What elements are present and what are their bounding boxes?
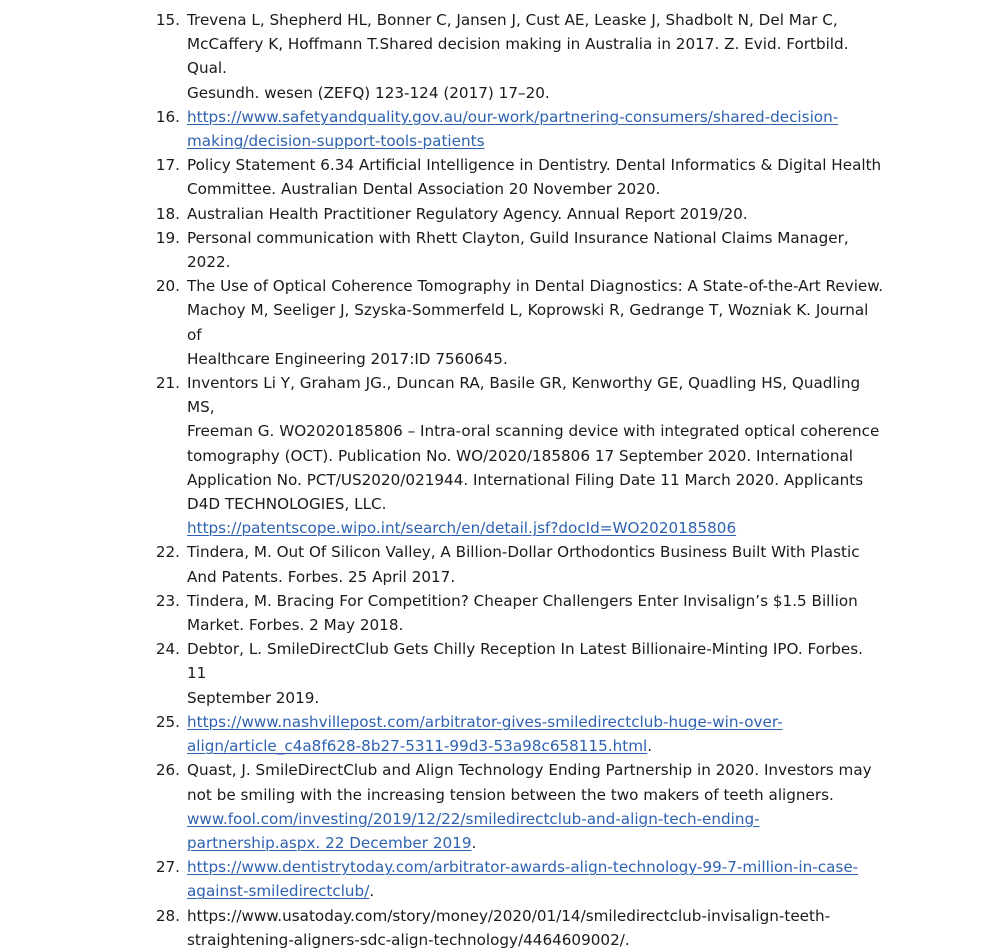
- reference-item: [142, 8, 887, 105]
- reference-citation: Tindera, M. Out Of Silicon Valley, A Billion-Dollar Orthodontics Business Built With Plastic And Patents. Forbes. 25 April 2017.: [187, 543, 860, 586]
- reference-text: [180, 105, 887, 153]
- reference-item: [142, 637, 887, 710]
- reference-text: [180, 904, 887, 952]
- reference-number: 23 .: [142, 589, 180, 613]
- reference-item: [142, 904, 887, 952]
- reference-text: [180, 371, 887, 540]
- reference-link[interactable]: https://www.dentistrytoday.com/arbitrator-awards-align-technology-99-7-million-in-case- against-smiledirectclub/: [187, 858, 859, 901]
- reference-item: [142, 371, 887, 540]
- reference-text: [180, 589, 887, 637]
- reference-number: 27 .: [142, 855, 180, 879]
- reference-text: [180, 202, 887, 226]
- reference-number: 24 .: [142, 637, 180, 661]
- reference-citation: Inventors Li Y, Graham JG., Duncan RA, Basile GR, Kenworthy GE, Quadling HS, Quadling MS, Freeman G. WO2020185806 – Intra-oral scanning device with integrated optical coherence tomography (OCT). Publication No. WO/2020/185806 17 September 2020. International Application No. PCT/US2020/021944. International Filing Date 11 March 2020. Applicants D4D TECHNOLOGIES, LLC.: [187, 374, 880, 514]
- reference-citation: Personal communication with Rhett Clayton, Guild Insurance National Claims Manager, 2022.: [187, 228, 849, 272]
- reference-citation: Trevena L, Shepherd HL, Bonner C, Jansen J, Cust AE, Leaske J, Shadbolt N, Del Mar C, McCaffery K, Hoffmann T.Shared decision making in Australia in 2017. Z. Evid. Fortbild. Qual. Gesundh. wesen (ZEFQ) 123-124 (2017) 17–20.: [187, 11, 849, 102]
- reference-list: [142, 8, 887, 952]
- reference-number: 19 .: [142, 226, 180, 250]
- reference-text: [180, 855, 887, 903]
- reference-item: [142, 855, 887, 903]
- reference-text: [180, 637, 887, 710]
- reference-text: [180, 274, 887, 371]
- reference-text: [180, 153, 887, 201]
- reference-citation: Quast, J. SmileDirectClub and Align Technology Ending Partnership in 2020. Investors may not be smiling with the increasing tension between the two makers of teeth aligners.: [187, 761, 872, 804]
- reference-link[interactable]: https://www.safetyandquality.gov.au/our-work/partnering-consumers/shared-decision- making/decision-support-tools-patients: [187, 107, 839, 151]
- reference-number: 18 .: [142, 202, 180, 226]
- reference-citation: The Use of Optical Coherence Tomography in Dental Diagnostics: A State-of-the-Art Review. Machoy M, Seeliger J, Szyska-Sommerfeld L, Koprowski R, Gedrange T, Wozniak K. Journal of Healthcare Engineering 2017:ID 7560645.: [187, 277, 884, 368]
- reference-link[interactable]: www.fool.com/investing/2019/12/22/smiledirectclub-and-align-tech-ending- partnership.aspx. 22 December 2019: [187, 809, 760, 852]
- reference-number: 15 .: [142, 8, 180, 32]
- reference-item: [142, 153, 887, 201]
- reference-number: 22 .: [142, 540, 180, 564]
- reference-citation: .: [471, 833, 477, 852]
- reference-link[interactable]: https://patentscope.wipo.int/search/en/detail.jsf?docId=WO2020185806: [187, 519, 737, 538]
- reference-citation: Australian Health Practitioner Regulatory Agency. Annual Report 2019/20.: [187, 204, 748, 223]
- reference-text: [180, 758, 887, 855]
- reference-item: [142, 274, 887, 371]
- reference-citation: .: [369, 882, 375, 901]
- reference-citation: Policy Statement 6.34 Artificial Intelligence in Dentistry. Dental Informatics & Digital Health Committee. Australian Dental Association 20 November 2020.: [187, 156, 882, 199]
- reference-item: [142, 589, 887, 637]
- reference-citation: Debtor, L. SmileDirectClub Gets Chilly Reception In Latest Billionaire-Minting IPO. Forbes. 11 September 2019.: [187, 640, 864, 707]
- reference-item: [142, 540, 887, 588]
- reference-item: [142, 758, 887, 855]
- reference-number: 25 .: [142, 710, 180, 734]
- reference-number: 26 .: [142, 758, 180, 782]
- reference-citation: Tindera, M. Bracing For Competition? Cheaper Challengers Enter Invisalign’s $1.5 Billion Market. Forbes. 2 May 2018.: [187, 591, 858, 635]
- reference-text: [180, 540, 887, 588]
- reference-item: [142, 105, 887, 153]
- reference-number: 16 .: [142, 105, 180, 129]
- reference-number: 17 .: [142, 153, 180, 177]
- reference-number: 28 .: [142, 904, 180, 928]
- reference-text: [180, 710, 887, 758]
- reference-item: [142, 710, 887, 758]
- reference-item: [142, 226, 887, 274]
- reference-item: [142, 202, 887, 226]
- reference-text: [180, 8, 887, 105]
- reference-number: 21 .: [142, 371, 180, 395]
- reference-citation: .: [647, 737, 653, 756]
- reference-link[interactable]: https://www.nashvillepost.com/arbitrator-gives-smiledirectclub-huge-win-over- align/article_c4a8f628-8b27-5311-99d3-53a98c658115.html: [187, 712, 783, 756]
- reference-number: 20 .: [142, 274, 180, 298]
- reference-citation: https://www.usatoday.com/story/money/2020/01/14/smiledirectclub-invisalign-teeth- straightening-aligners-sdc-align-technology/4464609002/.: [187, 906, 831, 949]
- reference-text: [180, 226, 887, 274]
